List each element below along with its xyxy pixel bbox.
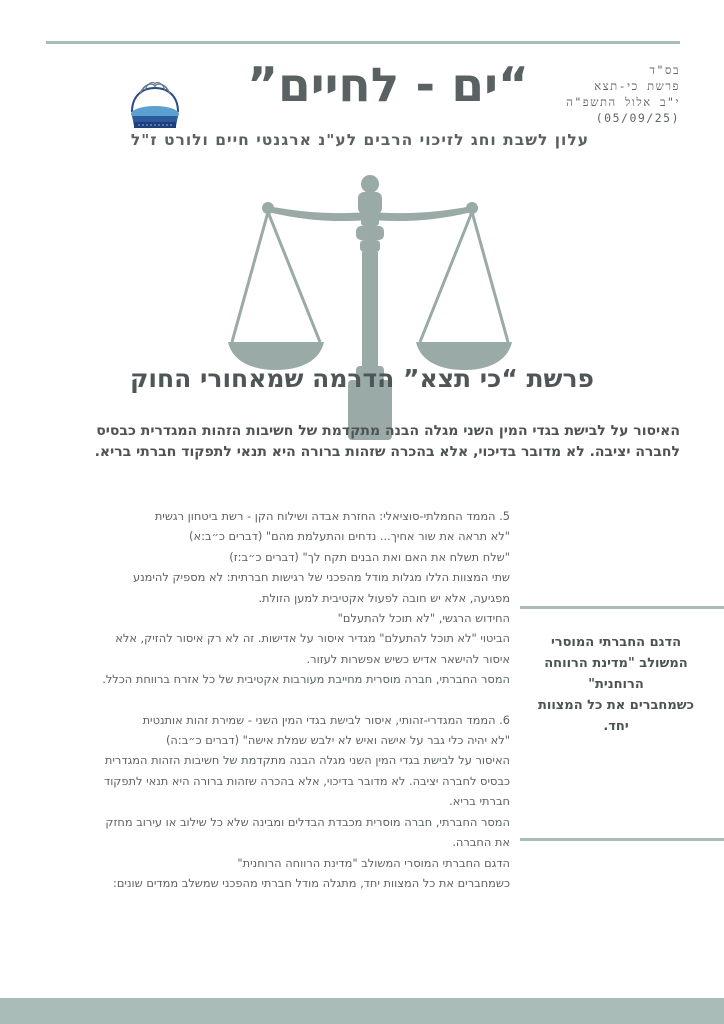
section6-line: כבסיס לחברה יציבה. לא מדובר בדיכוי, אלא בהכרה שזהות ברורה היא תנאי לתפקוד <box>103 773 510 788</box>
section6-line: האיסור על לבישת בגדי המין השני מגלה הבנה מתקדמת של חשיבות הזהות המגדרית <box>104 753 510 768</box>
section6-heading: 6. הממד המגדרי-זהותי, איסור לבישת בגדי המין השני - שמירת זהות אותנטית <box>142 712 510 727</box>
section5-heading: 5. הממד החמלתי-סוציאלי: החזרת אבדה ושילוח הקן - רשת ביטחון רגשית <box>154 509 510 523</box>
section-spacer <box>4 690 510 710</box>
section5-line: שתי המצוות הללו מגלות מודל מהפכני של רגישות חברתית: לא מספיק להימנע <box>132 570 510 585</box>
section6-line: כשמחברים את כל המצוות יחד, מתגלה מודל חברתי מהפכני שמשלב ממדים שונים: <box>113 875 510 890</box>
section6-line: חברתי בריא. <box>449 794 510 809</box>
section5-line: מפגיעה, אלא יש חובה לפעול אקטיבית למען הזולת. <box>258 590 510 605</box>
section5-line: "שלח תשלח את האם ואת הבנים תקח לך" (דברים כ״ב:ז) <box>229 549 510 564</box>
sidebar-line: המשולב "מדינת הרווחה <box>544 656 688 671</box>
section6-line: את החברה. <box>452 835 510 850</box>
section5-line: המסר החברתי, חברה מוסרית מחייבת מעורבות אקטיבית של כל אזרח ברווחת הכלל. <box>102 672 510 687</box>
section5-line: איסור להישאר אדיש כשיש אפשרות לעזור. <box>306 651 510 666</box>
section6-line: המסר החברתי, חברה מוסרית מכבדת הבדלים ומבינה שלא כל שילוב או עירוב מחזק <box>105 814 510 829</box>
meta-parasha: פרשת כי-תצא <box>594 79 680 93</box>
meta-bsd: בס"ד <box>649 63 680 77</box>
lead-line: האיסור על לבישת בגדי המין השני מגלה הבנה מתקדמת של חשיבות הזהות המגדרית כבסיס <box>96 423 680 439</box>
article-lead <box>48 421 680 463</box>
newsletter-subtitle: עלון לשבת וחג לזיכוי הרבים לע"נ ארגנטי חיים ולורט ז"ל <box>130 131 590 149</box>
sidebar-top-divider <box>520 606 724 609</box>
sidebar-bottom-divider <box>520 838 724 841</box>
article-headline: פרשת “כי תצא” הדרמה שמאחורי החוק <box>130 364 594 393</box>
sidebar-line: הרוחנית" <box>588 677 644 692</box>
section5-line: "לא תראה את שור אחיך... נדחים והתעלמת מהם" (דברים כ״ב:א) <box>189 529 510 544</box>
section5-line: החידוש הרגשי, "לא תוכל להתעלם" <box>337 611 510 626</box>
footer-band <box>0 998 724 1024</box>
lead-line: לחברה יציבה. לא מדובר בדיכוי, אלא בהכרה שזהות ברורה היא תנאי לתפקוד חברתי בריא. <box>94 444 680 460</box>
article-body <box>4 506 510 893</box>
sidebar-line: כשמחברים את כל המצוות <box>538 698 694 713</box>
section5-line: הביטוי "לא תוכל להתעלם" מגדיר איסור על אדישות. זה לא רק איסור להזיק, אלא <box>115 631 510 646</box>
newsletter-title: “ים - לחיים” <box>247 58 529 113</box>
top-divider <box>46 41 680 44</box>
meta-gregorian-date: (05/09/25) <box>595 111 680 125</box>
section6-line: הדגם החברתי המוסרי המשולב "מדינת הרווחה הרוחנית" <box>237 855 510 870</box>
sidebar-callout <box>522 632 710 737</box>
sidebar-line: יחד. <box>603 719 629 734</box>
meta-hebrew-date: י"ב אלול התשפ"ה <box>566 95 680 109</box>
sidebar-line: הדגם החברתי המוסרי <box>550 635 682 650</box>
section6-line: "לא יהיה כלי גבר על אישה ואיש לא ילבש שמלת אישה" (דברים כ״ב:ה) <box>165 733 510 748</box>
